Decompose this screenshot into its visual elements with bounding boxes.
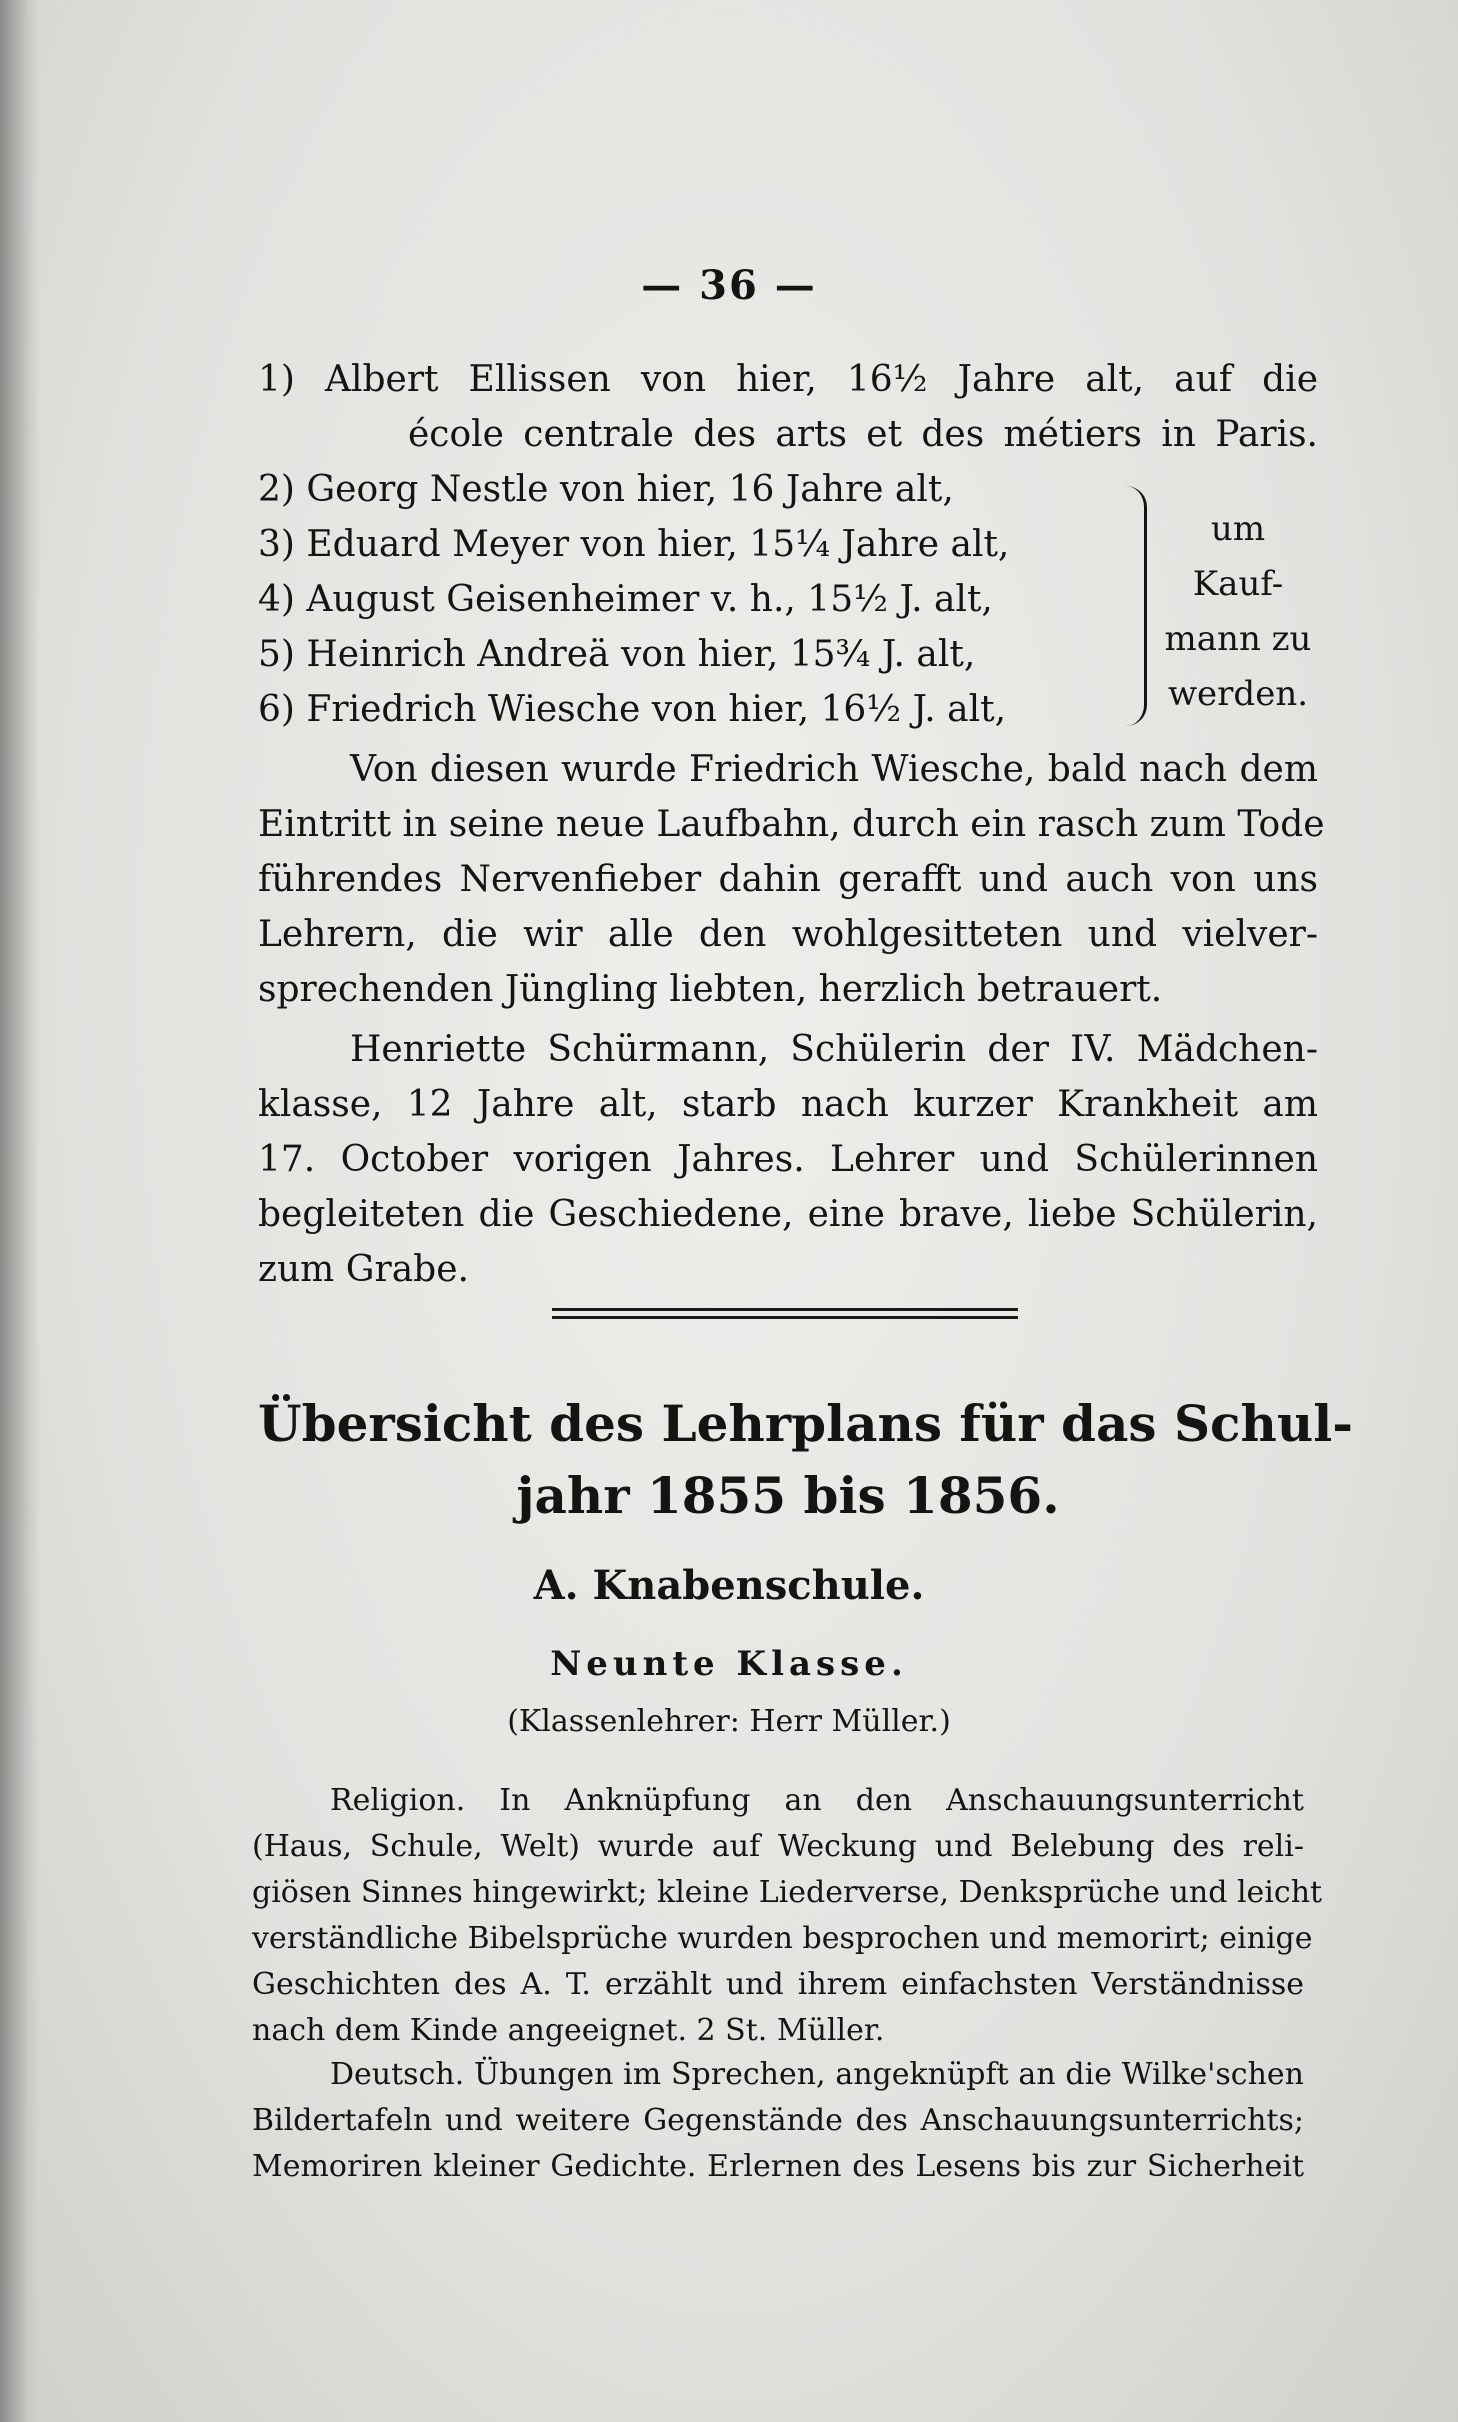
section-divider-top	[552, 1308, 1018, 1311]
heading-line-1: Übersicht des Lehrplans für das Schul-	[258, 1394, 1353, 1453]
entry-3: 3) Eduard Meyer von hier, 15¼ Jahre alt,	[258, 524, 1010, 565]
religion-line-4: verständliche Bibelsprüche wurden besprochen und memorirt; einige	[252, 1921, 1313, 1956]
religion-line-3: giösen Sinnes hingewirkt; kleine Liederverse, Denksprüche und leicht	[252, 1875, 1323, 1910]
page-number: — 36 —	[641, 262, 817, 309]
note-line-1: um	[1210, 509, 1266, 549]
entry-2: 2) Georg Nestle von hier, 16 Jahre alt,	[258, 469, 954, 510]
para2-line-1: Henriette Schürmann, Schülerin der IV. Mädchen-	[350, 1029, 1318, 1070]
class-teacher: (Klassenlehrer: Herr Müller.)	[507, 1704, 951, 1739]
religion-paragraph	[252, 1778, 1323, 2054]
deutsch-line-3: Memoriren kleiner Gedichte. Erlernen des Lesens bis zur Sicherheit	[252, 2149, 1304, 2184]
para1-line-1: Von diesen wurde Friedrich Wiesche, bald nach dem	[350, 749, 1318, 790]
section-title: A. Knabenschule.	[533, 1562, 925, 1609]
religion-line-2: (Haus, Schule, Welt) wurde auf Weckung und Belebung des reli-	[252, 1829, 1304, 1864]
grouping-bracket	[1126, 486, 1147, 726]
entry-6: 6) Friedrich Wiesche von hier, 16½ J. alt,	[258, 689, 1007, 730]
note-line-3: mann zu	[1164, 619, 1312, 659]
paragraph-schuermann	[258, 1022, 1318, 1297]
para2-line-3: 17. October vorigen Jahres. Lehrer und Schülerinnen	[258, 1139, 1318, 1180]
class-title: Neunte Klasse.	[550, 1644, 908, 1684]
kaufmann-group	[258, 462, 1318, 742]
para2-line-5: zum Grabe.	[258, 1249, 469, 1290]
para1-line-4: Lehrern, die wir alle den wohlgesitteten und vielver-	[258, 914, 1318, 955]
student-list	[258, 352, 1318, 462]
note-line-4: werden.	[1167, 674, 1309, 714]
entry-4: 4) August Geisenheimer v. h., 15½ J. alt,	[258, 579, 993, 620]
paragraph-wiesche	[258, 742, 1325, 1017]
religion-line-1: Religion. In Anknüpfung an den Anschauungsunterricht	[330, 1783, 1304, 1818]
note-line-2: Kauf-	[1192, 564, 1284, 604]
para2-line-4: begleiteten die Geschiedene, eine brave, liebe Schülerin,	[258, 1194, 1318, 1235]
section-divider-bottom	[552, 1316, 1018, 1319]
kaufmann-note	[1158, 502, 1318, 722]
deutsch-paragraph	[252, 2052, 1304, 2190]
religion-line-6: nach dem Kinde angeeignet. 2 St. Müller.	[252, 2013, 885, 2048]
curriculum-heading	[258, 1388, 1353, 1532]
deutsch-line-2: Bildertafeln und weitere Gegenstände des Anschauungsunterrichts;	[252, 2103, 1304, 2138]
para1-line-5: sprechenden Jüngling liebten, herzlich betrauert.	[258, 969, 1163, 1010]
page-gutter-shadow	[0, 0, 40, 2422]
para1-line-2: Eintritt in seine neue Laufbahn, durch ein rasch zum Tode	[258, 804, 1325, 845]
deutsch-line-1: Deutsch. Übungen im Sprechen, angeknüpft an die Wilke'schen	[330, 2057, 1304, 2092]
entry-5: 5) Heinrich Andreä von hier, 15¾ J. alt,	[258, 634, 976, 675]
para1-line-3: führendes Nervenfieber dahin gerafft und auch von uns	[258, 859, 1318, 900]
entry-1-line-1: 1) Albert Ellissen von hier, 16½ Jahre alt, auf die	[258, 359, 1318, 400]
entry-1-line-2: école centrale des arts et des métiers in Paris.	[408, 414, 1318, 455]
heading-line-2: jahr 1855 bis 1856.	[516, 1466, 1060, 1525]
para2-line-2: klasse, 12 Jahre alt, starb nach kurzer Krankheit am	[258, 1084, 1318, 1125]
religion-line-5: Geschichten des A. T. erzählt und ihrem einfachsten Verständnisse	[252, 1967, 1304, 2002]
